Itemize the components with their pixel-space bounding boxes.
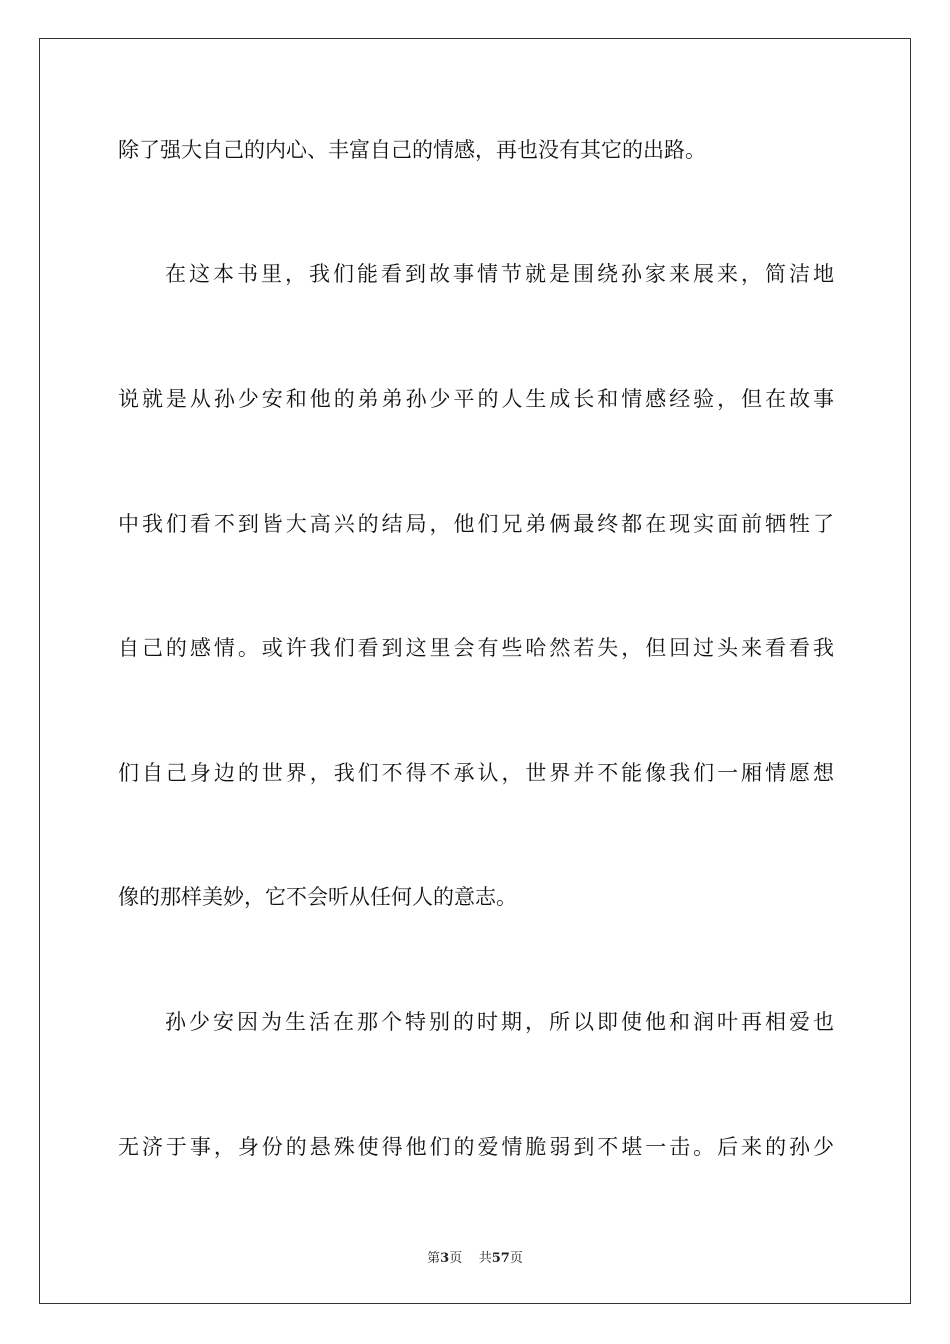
page-number: 3 <box>440 1251 450 1266</box>
body-text-line-7: 像的那样美妙，它不会听从任何人的意志。 <box>118 885 517 909</box>
body-text-line-4: 中我们看不到皆大高兴的结局，他们兄弟俩最终都在现实面前牺牲了 <box>118 512 834 536</box>
body-text-line-3: 说就是从孙少安和他的弟弟孙少平的人生成长和情感经验，但在故事 <box>118 387 834 411</box>
page-border <box>39 38 911 1304</box>
body-text-line-9: 无济于事，身份的悬殊使得他们的爱情脆弱到不堪一击。后来的孙少 <box>118 1135 834 1159</box>
body-text-line-2: 在这本书里，我们能看到故事情节就是围绕孙家来展来，简洁地 <box>165 262 834 286</box>
page-prefix: 第 <box>427 1251 441 1266</box>
page-footer <box>0 1247 950 1266</box>
page-suffix: 页 <box>449 1251 463 1266</box>
body-text-line-6: 们自己身边的世界，我们不得不承认，世界并不能像我们一厢情愿想 <box>118 761 834 785</box>
body-text-line-1: 除了强大自己的内心、丰富自己的情感，再也没有其它的出路。 <box>118 138 706 162</box>
body-text-line-5: 自己的感情。或许我们看到这里会有些哈然若失，但回过头来看看我 <box>118 636 834 660</box>
total-suffix: 页 <box>509 1251 523 1266</box>
total-prefix: 共 <box>478 1251 492 1266</box>
body-text-line-8: 孙少安因为生活在那个特别的时期，所以即使他和润叶再相爱也 <box>165 1010 834 1034</box>
total-pages: 57 <box>491 1251 510 1266</box>
